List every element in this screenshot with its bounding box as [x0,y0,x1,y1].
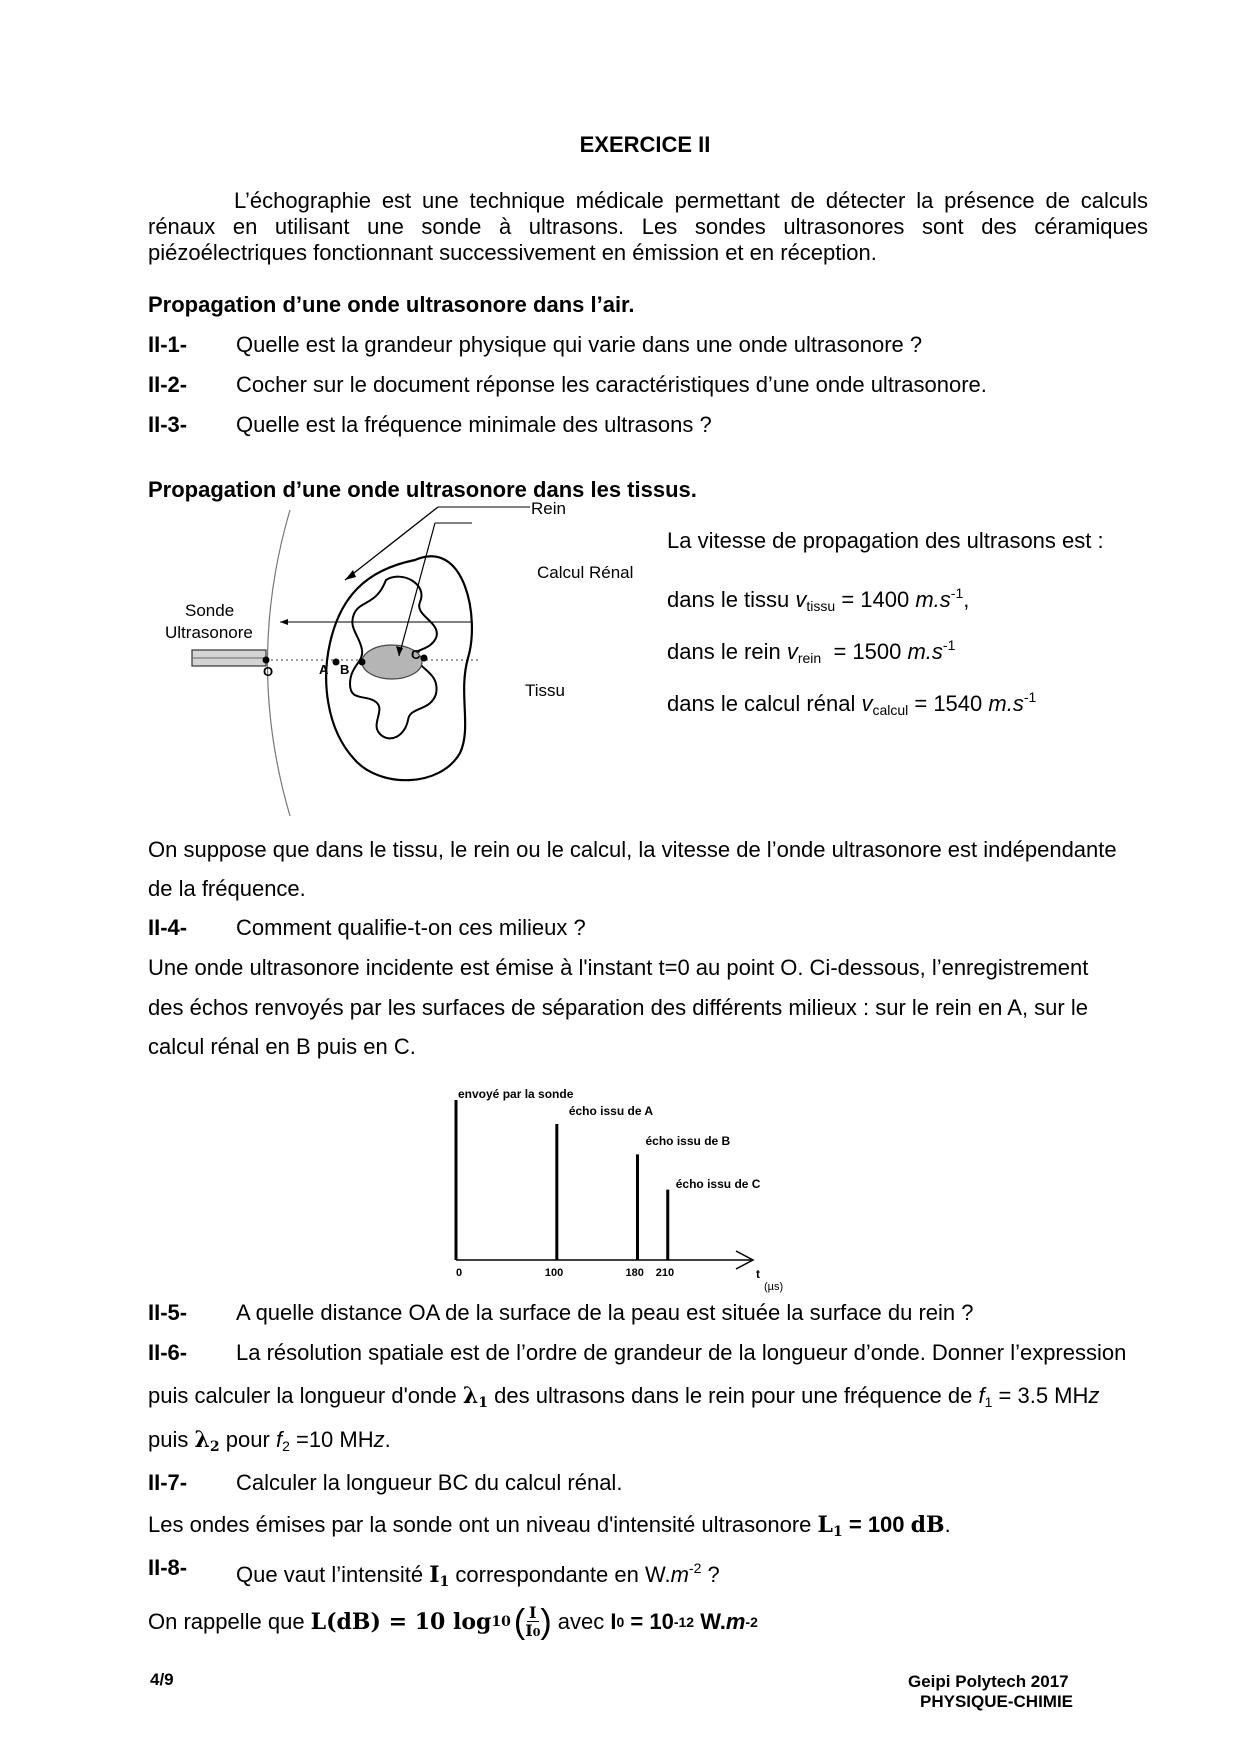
question-label: II-2- [148,372,188,397]
rein-arrow [345,507,438,580]
question-text: La résolution spatiale est de l’ordre de grandeur de la longueur d’onde. Donner l’expression [236,1340,1127,1365]
echo-label-0: envoyé par la sonde [458,1087,574,1101]
footer-exam: Geipi Polytech 2017 [908,1672,1069,1691]
question-label: II-4- [148,915,188,940]
question-label: II-1- [148,332,188,357]
question-label: II-5- [148,1300,188,1325]
echo-chart [440,1080,860,1295]
question-text: Que vaut l’intensité $I_1$ correspondante en $W.m^{-2}$ ? [236,1560,720,1590]
question-label: II-7- [148,1470,188,1495]
label-point-b: B [340,662,350,677]
question-label: II-6- [148,1340,188,1365]
para2-line-1: Une onde ultrasonore incidente est émise à l'instant t=0 au point O. Ci-dessous, l’enregistrement [148,955,1089,980]
question-text: Quelle est la fréquence minimale des ultrasons ? [236,412,712,437]
calcul-arrow [399,523,435,656]
echo-label-1: écho issu de A [568,1104,654,1118]
speed-calcul: dans le calcul rénal $v_{calcul} = 1540$ $m.s^{-1}$ [667,689,1037,718]
question-text: Calculer la longueur BC du calcul rénal. [236,1470,623,1495]
para2-line-2: des échos renvoyés par les surfaces de séparation des différents milieux : sur le rein en A, sur le [148,995,1088,1020]
fraction: ( I I0 ) [513,1602,552,1641]
intro-line-2: rénaux en utilisant une sonde à ultrasons. Les sondes ultrasonores sont des céramiques [148,214,1148,239]
question-text: Comment qualifie-t-on ces milieux ? [236,915,586,940]
tick-label-0: 0 [456,1267,463,1279]
para1-line-2: de la fréquence. [148,876,306,901]
question-text: Cocher sur le document réponse les caractéristiques d’une onde ultrasonore. [236,372,987,397]
point-o [263,657,270,664]
tick-label-3: 210 [655,1267,675,1279]
kidney-diagram [150,498,650,820]
point-a [333,659,340,666]
tick-label-1: 100 [544,1267,564,1279]
intro-line-3: piézoélectriques fonctionnant successivement en émission et en réception. [148,240,877,265]
section-heading-air: Propagation d’une onde ultrasonore dans l’air. [148,292,635,317]
para2-line-3: calcul rénal en B puis en C. [148,1034,416,1059]
skin-surface-curve [268,510,291,816]
section-heading-tissus: Propagation d’une onde ultrasonore dans les tissus. [148,477,697,502]
label-rein: Rein [531,499,566,518]
x-axis-unit: (µs) [764,1281,784,1293]
echo-label-2: écho issu de B [645,1134,731,1148]
page-number: 4/9 [150,1670,174,1689]
para3: Les ondes émises par la sonde ont un niveau d'intensité ultrasonore $L_1 = 100$ dB. [148,1512,951,1540]
label-point-c: C [411,647,421,662]
echo-label-3: écho issu de C [675,1177,761,1191]
para1-line-1: On suppose que dans le tissu, le rein ou le calcul, la vitesse de l’onde ultrasonore est indépendante [148,837,1117,862]
label-sonde: Sonde [185,601,235,620]
question-text: Quelle est la grandeur physique qui varie dans une onde ultrasonore ? [236,332,923,357]
label-calcul-renal: Calcul Rénal [537,563,634,582]
intro-line-1: L’échographie est une technique médicale permettant de détecter la présence de calculs [234,188,1148,213]
q6-line-3: puis $\lambda_2$ pour $f_2 =10$ MHz. [148,1427,391,1455]
label-point-a: A [319,662,329,677]
point-c [421,655,428,662]
x-axis-label: t [756,1267,760,1281]
label-tissu: Tissu [525,681,565,700]
question-label: II-8- [148,1555,188,1580]
point-b [359,659,366,666]
speed-rein: dans le rein $v_{rein} = 1500$ $m.s^{-1}$ [667,637,956,666]
q6-line-2: puis calculer la longueur d'onde $\lambda_1$ des ultrasons dans le rein pour une fréquence de $f_1 = 3.5$ MHz [148,1383,1100,1411]
speeds-intro: La vitesse de propagation des ultrasons est : [667,528,1104,553]
speed-tissu: dans le tissu $v_{tissu} = 1400$ $m.s^{-1}$, [667,585,970,614]
label-ultrasonore: Ultrasonore [165,623,253,642]
question-text: A quelle distance OA de la surface de la peau est située la surface du rein ? [236,1300,974,1325]
question-label: II-3- [148,412,188,437]
footer-subject: PHYSIQUE-CHIMIE [920,1692,1074,1711]
formula: On rappelle que L(dB) = 10 log 10 ( I I0 ) avec I 0 = 10 -12 W. m -2 [148,1602,758,1641]
tick-label-2: 180 [625,1267,644,1279]
label-point-o: O [263,664,274,679]
page-title: EXERCICE II [579,132,711,157]
